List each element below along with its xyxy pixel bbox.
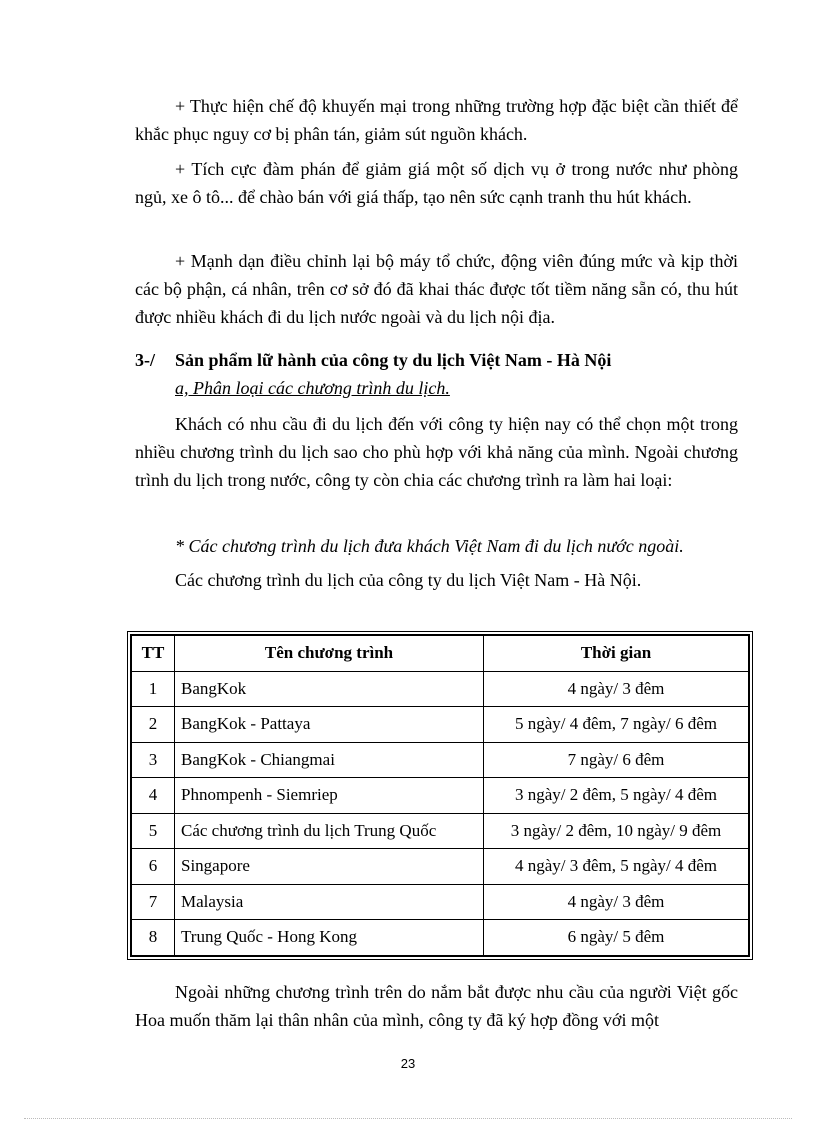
table-row (132, 884, 749, 920)
table-row (132, 778, 749, 814)
page-number: 23 (400, 1056, 416, 1071)
program-duration: 4 ngày/ 3 đêm (484, 884, 749, 920)
program-name: Trung Quốc - Hong Kong (175, 920, 484, 956)
program-name: BangKok - Chiangmai (175, 742, 484, 778)
program-name: BangKok - Pattaya (175, 707, 484, 743)
table-row (132, 742, 749, 778)
table-caption: Các chương trình du lịch của công ty du lịch Việt Nam - Hà Nội. (175, 570, 642, 590)
section-number: 3-/ (135, 350, 155, 370)
program-duration: 7 ngày/ 6 đêm (484, 742, 749, 778)
table-row (132, 707, 749, 743)
table-row (132, 849, 749, 885)
program-duration: 4 ngày/ 3 đêm (484, 671, 749, 707)
row-number: 5 (132, 813, 175, 849)
paragraph-promotion: + Thực hiện chế độ khuyến mại trong những trường hợp đặc biệt cần thiết để khắc phục nguy cơ bị phân tán, giảm sút nguồn khách. (135, 96, 738, 144)
program-duration: 5 ngày/ 4 đêm, 7 ngày/ 6 đêm (484, 707, 749, 743)
table-row (132, 671, 749, 707)
table-row (132, 920, 749, 956)
row-number: 6 (132, 849, 175, 885)
italic-category-line: * Các chương trình du lịch đưa khách Việt Nam đi du lịch nước ngoài. (175, 536, 684, 556)
row-number: 2 (132, 707, 175, 743)
table-row (132, 813, 749, 849)
section-subtitle: a, Phân loại các chương trình du lịch. (175, 378, 450, 398)
header-tt: TT (132, 636, 175, 672)
program-name: Phnompenh - Siemriep (175, 778, 484, 814)
program-duration: 3 ngày/ 2 đêm, 5 ngày/ 4 đêm (484, 778, 749, 814)
row-number: 1 (132, 671, 175, 707)
paragraph-negotiation: + Tích cực đàm phán để giảm giá một số dịch vụ ở trong nước như phòng ngủ, xe ô tô... để chào bán với giá thấp, tạo nên sức cạnh tranh thu hút khách. (135, 159, 738, 207)
program-duration: 4 ngày/ 3 đêm, 5 ngày/ 4 đêm (484, 849, 749, 885)
program-name: Singapore (175, 849, 484, 885)
intro-paragraph: Khách có nhu cầu đi du lịch đến với công ty hiện nay có thể chọn một trong nhiều chương trình du lịch sao cho phù hợp với khả năng của mình. Ngoài chương trình du lịch trong nước, công ty còn chia các chương trình ra làm hai loại: (135, 414, 738, 490)
header-program-name: Tên chương trình (175, 636, 484, 672)
page-bottom-divider (24, 1118, 792, 1119)
program-duration: 3 ngày/ 2 đêm, 10 ngày/ 9 đêm (484, 813, 749, 849)
section-title: Sản phẩm lữ hành của công ty du lịch Việt Nam - Hà Nội (175, 350, 612, 370)
header-duration: Thời gian (484, 636, 749, 672)
program-name: Malaysia (175, 884, 484, 920)
row-number: 3 (132, 742, 175, 778)
program-name: Các chương trình du lịch Trung Quốc (175, 813, 484, 849)
row-number: 8 (132, 920, 175, 956)
program-name: BangKok (175, 671, 484, 707)
paragraph-restructure: + Mạnh dạn điều chỉnh lại bộ máy tổ chức, động viên đúng mức và kịp thời các bộ phận, cá nhân, trên cơ sở đó đã khai thác được tốt tiềm năng sẵn có, thu hút được nhiều khách đi du lịch nước ngoài và du lịch nội địa. (135, 251, 738, 327)
row-number: 4 (132, 778, 175, 814)
tour-table (127, 631, 753, 960)
section-heading (135, 346, 611, 374)
closing-paragraph: Ngoài những chương trình trên do nắm bắt được nhu cầu của người Việt gốc Hoa muốn thăm lại thân nhân của mình, công ty đã ký hợp đồng với một (135, 982, 738, 1030)
row-number: 7 (132, 884, 175, 920)
program-duration: 6 ngày/ 5 đêm (484, 920, 749, 956)
table-header-row (132, 636, 749, 672)
